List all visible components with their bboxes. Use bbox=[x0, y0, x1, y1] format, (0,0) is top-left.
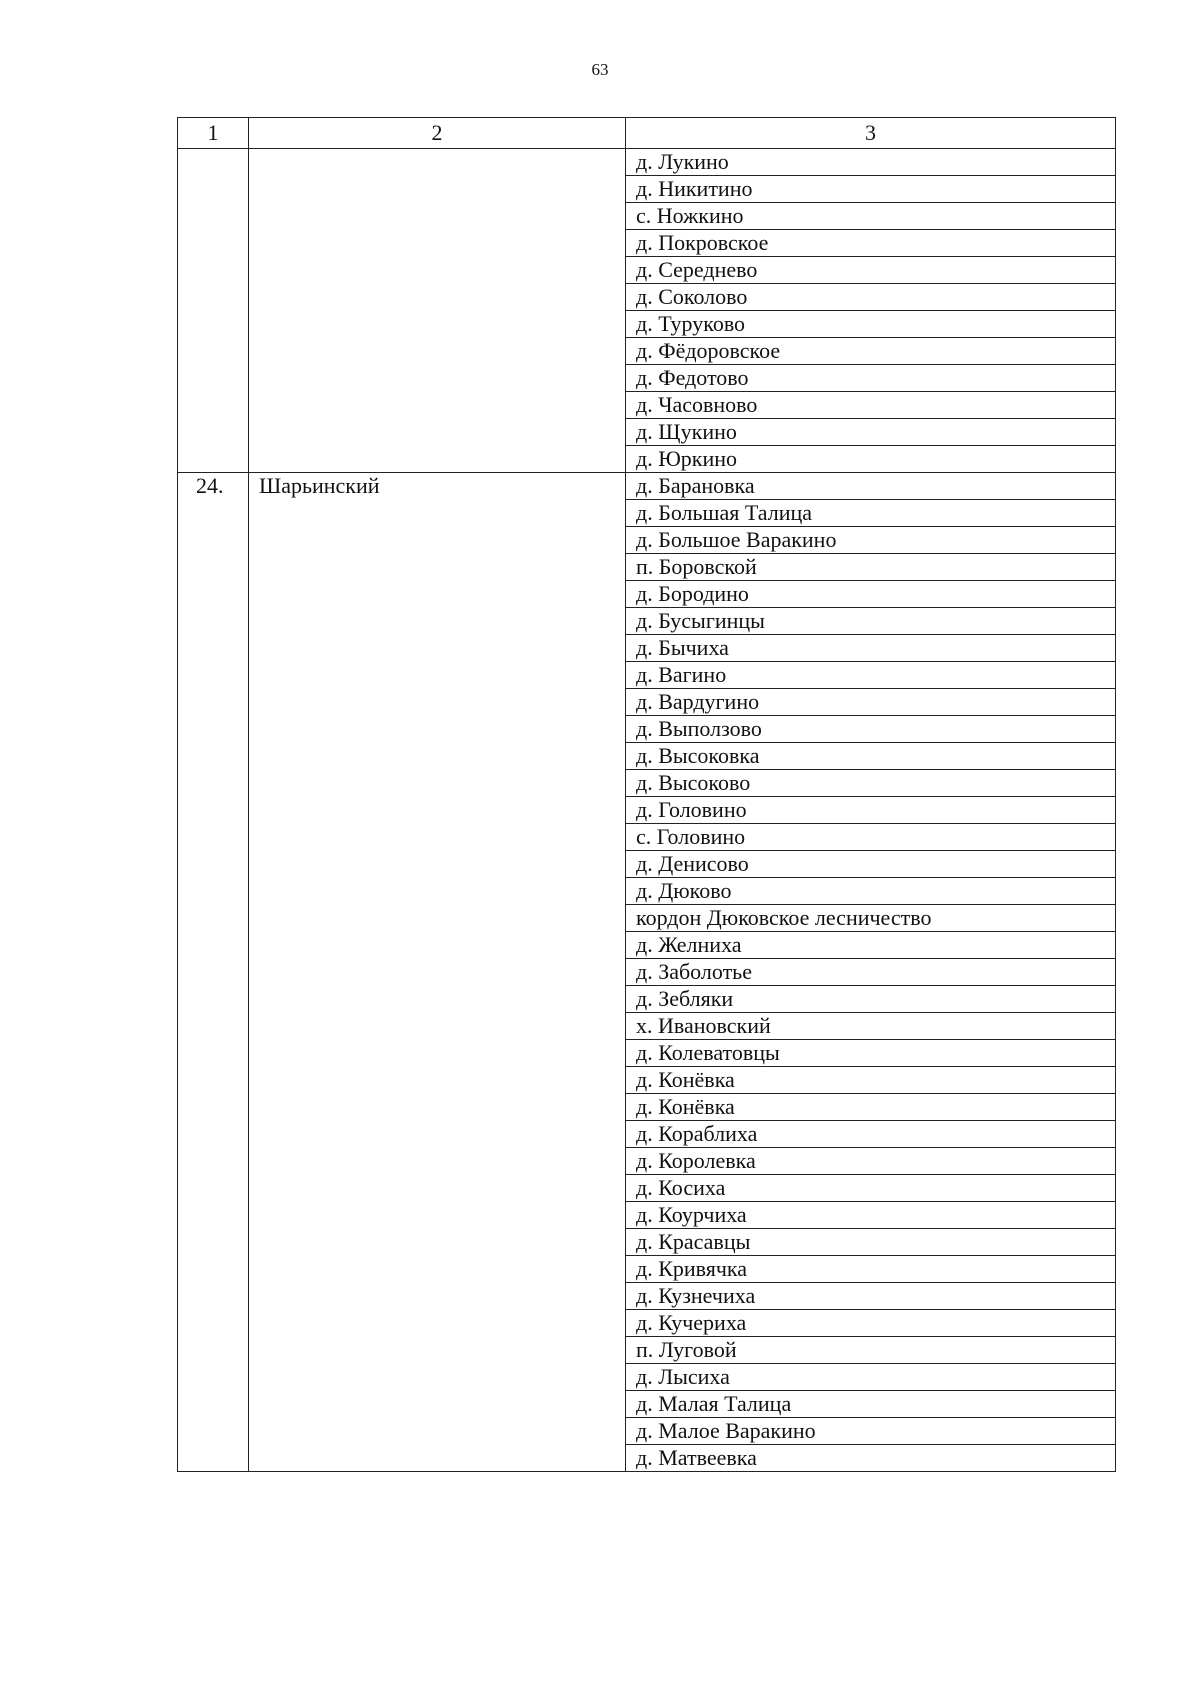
settlement-name: д. Дюково bbox=[626, 878, 1116, 905]
district-name-continuation bbox=[249, 257, 626, 284]
table-row bbox=[178, 716, 1116, 743]
group-number-continuation bbox=[178, 1175, 249, 1202]
table-row bbox=[178, 500, 1116, 527]
column-header-2: 2 bbox=[249, 118, 626, 149]
group-number-continuation bbox=[178, 500, 249, 527]
district-name-continuation bbox=[249, 1040, 626, 1067]
settlement-name: д. Часовново bbox=[626, 392, 1116, 419]
table-row bbox=[178, 797, 1116, 824]
column-header-1: 1 bbox=[178, 118, 249, 149]
group-number-continuation bbox=[178, 1229, 249, 1256]
group-number-continuation bbox=[178, 554, 249, 581]
group-number-continuation bbox=[178, 527, 249, 554]
settlement-name: д. Соколово bbox=[626, 284, 1116, 311]
group-number-continuation bbox=[178, 1121, 249, 1148]
district-name-continuation bbox=[249, 554, 626, 581]
table-row bbox=[178, 149, 1116, 176]
district-name-continuation bbox=[249, 176, 626, 203]
table-body bbox=[178, 149, 1116, 1472]
district-name-continuation bbox=[249, 1094, 626, 1121]
table-row bbox=[178, 1121, 1116, 1148]
settlement-name: д. Фёдоровское bbox=[626, 338, 1116, 365]
district-name-continuation bbox=[249, 1067, 626, 1094]
district-name-continuation bbox=[249, 824, 626, 851]
table-row bbox=[178, 905, 1116, 932]
district-name-continuation bbox=[249, 446, 626, 473]
district-name-continuation bbox=[249, 419, 626, 446]
table-row bbox=[178, 1337, 1116, 1364]
group-number-continuation bbox=[178, 905, 249, 932]
group-number bbox=[178, 149, 249, 176]
group-number-continuation bbox=[178, 635, 249, 662]
group-number-continuation bbox=[178, 230, 249, 257]
district-name-continuation bbox=[249, 1175, 626, 1202]
table-row bbox=[178, 1040, 1116, 1067]
district-name-continuation bbox=[249, 851, 626, 878]
table-row bbox=[178, 1175, 1116, 1202]
district-name-continuation bbox=[249, 1121, 626, 1148]
group-number-continuation bbox=[178, 770, 249, 797]
settlement-name: д. Высоковка bbox=[626, 743, 1116, 770]
district-name-continuation bbox=[249, 905, 626, 932]
settlement-name: х. Ивановский bbox=[626, 1013, 1116, 1040]
group-number-continuation bbox=[178, 1040, 249, 1067]
group-number-continuation bbox=[178, 311, 249, 338]
table-row bbox=[178, 392, 1116, 419]
settlement-name: д. Вагино bbox=[626, 662, 1116, 689]
district-name-continuation bbox=[249, 797, 626, 824]
district-name-continuation bbox=[249, 743, 626, 770]
district-name-continuation bbox=[249, 1229, 626, 1256]
settlement-name: д. Туруково bbox=[626, 311, 1116, 338]
table-row bbox=[178, 851, 1116, 878]
settlement-name: д. Бычиха bbox=[626, 635, 1116, 662]
group-number-continuation bbox=[178, 392, 249, 419]
table-row bbox=[178, 311, 1116, 338]
group-number-continuation bbox=[178, 1202, 249, 1229]
group-number-continuation bbox=[178, 1094, 249, 1121]
group-number-continuation bbox=[178, 1364, 249, 1391]
group-number-continuation bbox=[178, 1067, 249, 1094]
settlement-name: д. Матвеевка bbox=[626, 1445, 1116, 1472]
settlement-name: д. Барановка bbox=[626, 473, 1116, 500]
page-number: 63 bbox=[591, 60, 609, 79]
table-row bbox=[178, 959, 1116, 986]
table-row bbox=[178, 1391, 1116, 1418]
district-name-continuation bbox=[249, 500, 626, 527]
group-number-continuation bbox=[178, 878, 249, 905]
district-name-continuation bbox=[249, 1256, 626, 1283]
district-name-continuation bbox=[249, 635, 626, 662]
table-row bbox=[178, 743, 1116, 770]
group-number-continuation bbox=[178, 419, 249, 446]
group-number-continuation bbox=[178, 824, 249, 851]
settlement-name: д. Федотово bbox=[626, 365, 1116, 392]
table-row bbox=[178, 1202, 1116, 1229]
table-row bbox=[178, 986, 1116, 1013]
settlement-name: п. Боровской bbox=[626, 554, 1116, 581]
table-row bbox=[178, 338, 1116, 365]
group-number-continuation bbox=[178, 365, 249, 392]
settlement-name: д. Кривячка bbox=[626, 1256, 1116, 1283]
settlement-name: д. Покровское bbox=[626, 230, 1116, 257]
table-row bbox=[178, 1364, 1116, 1391]
group-number-continuation bbox=[178, 1337, 249, 1364]
table-row bbox=[178, 581, 1116, 608]
group-number-continuation bbox=[178, 1391, 249, 1418]
settlement-name: д. Бородино bbox=[626, 581, 1116, 608]
settlement-name: д. Кораблиха bbox=[626, 1121, 1116, 1148]
table-row bbox=[178, 635, 1116, 662]
district-name-continuation bbox=[249, 1148, 626, 1175]
district-name-continuation bbox=[249, 1445, 626, 1472]
district-name-continuation bbox=[249, 338, 626, 365]
table-row bbox=[178, 257, 1116, 284]
district-name-continuation bbox=[249, 770, 626, 797]
district-name-continuation bbox=[249, 1364, 626, 1391]
settlement-name: д. Лысиха bbox=[626, 1364, 1116, 1391]
group-number-continuation bbox=[178, 797, 249, 824]
group-number-continuation bbox=[178, 257, 249, 284]
table-row bbox=[178, 1445, 1116, 1472]
group-number-continuation bbox=[178, 1445, 249, 1472]
settlement-name: кордон Дюковское лесничество bbox=[626, 905, 1116, 932]
table-row bbox=[178, 1094, 1116, 1121]
group-number-continuation bbox=[178, 716, 249, 743]
settlement-name: д. Кузнечиха bbox=[626, 1283, 1116, 1310]
district-name-continuation bbox=[249, 392, 626, 419]
group-number-continuation bbox=[178, 1148, 249, 1175]
district-name-continuation bbox=[249, 689, 626, 716]
settlement-name: д. Головино bbox=[626, 797, 1116, 824]
settlement-name: д. Желниха bbox=[626, 932, 1116, 959]
group-number-continuation bbox=[178, 851, 249, 878]
table-row bbox=[178, 608, 1116, 635]
table-row bbox=[178, 419, 1116, 446]
table-row bbox=[178, 662, 1116, 689]
group-number-continuation bbox=[178, 1256, 249, 1283]
table-row bbox=[178, 770, 1116, 797]
district-name: Шарьинский bbox=[249, 473, 626, 500]
group-number-continuation bbox=[178, 446, 249, 473]
settlement-name: д. Коурчиха bbox=[626, 1202, 1116, 1229]
group-number-continuation bbox=[178, 743, 249, 770]
table-row bbox=[178, 932, 1116, 959]
district-name-continuation bbox=[249, 1418, 626, 1445]
table-row bbox=[178, 230, 1116, 257]
settlement-name: д. Зебляки bbox=[626, 986, 1116, 1013]
settlement-name: с. Головино bbox=[626, 824, 1116, 851]
table-row bbox=[178, 1418, 1116, 1445]
settlement-name: д. Большая Талица bbox=[626, 500, 1116, 527]
table-row bbox=[178, 473, 1116, 500]
settlement-name: д. Малая Талица bbox=[626, 1391, 1116, 1418]
group-number-continuation bbox=[178, 1418, 249, 1445]
settlement-name: д. Кучериха bbox=[626, 1310, 1116, 1337]
district-name-continuation bbox=[249, 1310, 626, 1337]
district-name-continuation bbox=[249, 878, 626, 905]
district-name-continuation bbox=[249, 1202, 626, 1229]
settlement-name: д. Высоково bbox=[626, 770, 1116, 797]
settlement-name: д. Конёвка bbox=[626, 1094, 1116, 1121]
settlement-name: д. Косиха bbox=[626, 1175, 1116, 1202]
table-row bbox=[178, 284, 1116, 311]
table-row bbox=[178, 446, 1116, 473]
settlement-name: д. Денисово bbox=[626, 851, 1116, 878]
settlement-name: д. Красавцы bbox=[626, 1229, 1116, 1256]
table-row bbox=[178, 878, 1116, 905]
table-row bbox=[178, 1229, 1116, 1256]
header-row bbox=[178, 118, 1116, 149]
settlement-name: с. Ножкино bbox=[626, 203, 1116, 230]
table-row bbox=[178, 1310, 1116, 1337]
district-name-continuation bbox=[249, 608, 626, 635]
group-number-continuation bbox=[178, 662, 249, 689]
table-row bbox=[178, 1256, 1116, 1283]
settlement-name: д. Юркино bbox=[626, 446, 1116, 473]
settlement-name: д. Щукино bbox=[626, 419, 1116, 446]
group-number-continuation bbox=[178, 959, 249, 986]
district-name-continuation bbox=[249, 1013, 626, 1040]
group-number: 24. bbox=[178, 473, 249, 500]
district-name-continuation bbox=[249, 986, 626, 1013]
district-name-continuation bbox=[249, 365, 626, 392]
table-row bbox=[178, 176, 1116, 203]
table-row bbox=[178, 527, 1116, 554]
district-name-continuation bbox=[249, 959, 626, 986]
group-number-continuation bbox=[178, 581, 249, 608]
group-number-continuation bbox=[178, 1283, 249, 1310]
table-row bbox=[178, 1283, 1116, 1310]
settlement-name: п. Луговой bbox=[626, 1337, 1116, 1364]
settlement-name: д. Колеватовцы bbox=[626, 1040, 1116, 1067]
settlement-name: д. Лукино bbox=[626, 149, 1116, 176]
table-row bbox=[178, 554, 1116, 581]
district-name-continuation bbox=[249, 1391, 626, 1418]
group-number-continuation bbox=[178, 608, 249, 635]
settlement-name: д. Выползово bbox=[626, 716, 1116, 743]
settlement-name: д. Никитино bbox=[626, 176, 1116, 203]
column-header-3: 3 bbox=[626, 118, 1116, 149]
district-name-continuation bbox=[249, 527, 626, 554]
group-number-continuation bbox=[178, 176, 249, 203]
district-name-continuation bbox=[249, 230, 626, 257]
district-name-continuation bbox=[249, 662, 626, 689]
settlement-name: д. Середнево bbox=[626, 257, 1116, 284]
settlement-name: д. Королевка bbox=[626, 1148, 1116, 1175]
district-name-continuation bbox=[249, 311, 626, 338]
district-name-continuation bbox=[249, 1283, 626, 1310]
group-number-continuation bbox=[178, 986, 249, 1013]
district-name-continuation bbox=[249, 716, 626, 743]
district-name-continuation bbox=[249, 1337, 626, 1364]
table-row bbox=[178, 689, 1116, 716]
group-number-continuation bbox=[178, 1013, 249, 1040]
table-row bbox=[178, 365, 1116, 392]
group-number-continuation bbox=[178, 284, 249, 311]
settlement-name: д. Заболотье bbox=[626, 959, 1116, 986]
settlement-name: д. Большое Варакино bbox=[626, 527, 1116, 554]
district-name bbox=[249, 149, 626, 176]
table-row bbox=[178, 824, 1116, 851]
table-row bbox=[178, 203, 1116, 230]
table-row bbox=[178, 1013, 1116, 1040]
settlement-name: д. Конёвка bbox=[626, 1067, 1116, 1094]
group-number-continuation bbox=[178, 338, 249, 365]
settlement-name: д. Бусыгинцы bbox=[626, 608, 1116, 635]
group-number-continuation bbox=[178, 203, 249, 230]
district-name-continuation bbox=[249, 203, 626, 230]
district-name-continuation bbox=[249, 284, 626, 311]
group-number-continuation bbox=[178, 689, 249, 716]
table-row bbox=[178, 1067, 1116, 1094]
table-row bbox=[178, 1148, 1116, 1175]
settlement-name: д. Вардугино bbox=[626, 689, 1116, 716]
group-number-continuation bbox=[178, 1310, 249, 1337]
settlements-table bbox=[177, 117, 1116, 1472]
settlement-name: д. Малое Варакино bbox=[626, 1418, 1116, 1445]
district-name-continuation bbox=[249, 581, 626, 608]
group-number-continuation bbox=[178, 932, 249, 959]
district-name-continuation bbox=[249, 932, 626, 959]
